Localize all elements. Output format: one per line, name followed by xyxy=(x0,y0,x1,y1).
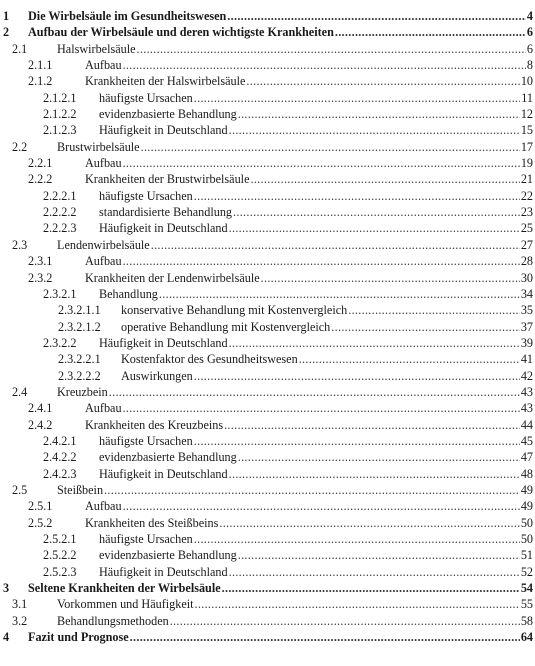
dot-leader xyxy=(261,270,520,286)
dot-leader xyxy=(104,482,520,498)
toc-entry-number: 2.2.2 xyxy=(28,172,53,187)
dot-leader xyxy=(224,417,520,433)
toc-entry-title: Steißbein xyxy=(57,482,104,497)
toc-entry xyxy=(0,139,535,155)
toc-entry xyxy=(0,384,535,400)
dot-leader xyxy=(194,531,520,547)
toc-entry-title: standardisierte Behandlung xyxy=(99,205,233,220)
dot-leader xyxy=(151,237,520,253)
toc-entry xyxy=(0,466,535,482)
dot-leader xyxy=(238,106,520,122)
toc-entry-title: Häufigkeit in Deutschland xyxy=(99,221,228,236)
dot-leader xyxy=(194,90,521,106)
toc-entry xyxy=(0,73,535,89)
toc-entry-title: Krankheiten der Halswirbelsäule xyxy=(85,74,246,89)
toc-entry-page-number: 49 xyxy=(520,499,533,514)
toc-entry-number: 2.4.1 xyxy=(28,401,53,416)
toc-entry-title: Aufbau xyxy=(85,156,122,171)
toc-entry-number: 2.5.2.3 xyxy=(43,564,77,579)
toc-entry-title: Häufigkeit in Deutschland xyxy=(99,123,228,138)
toc-entry-title: Aufbau xyxy=(85,254,122,269)
toc-entry-page-number: 10 xyxy=(520,74,533,89)
dot-leader xyxy=(250,171,519,187)
toc-entry-number: 2.2.2.1 xyxy=(43,188,77,203)
toc-entry-number: 2 xyxy=(3,25,10,40)
toc-entry-number: 2.5.2 xyxy=(28,515,53,530)
toc-entry-page-number: 27 xyxy=(520,237,533,252)
toc-entry-page-number: 25 xyxy=(520,221,533,236)
toc-entry-number: 2.5.2.1 xyxy=(43,532,77,546)
toc-entry-number: 2.3.2.2 xyxy=(43,335,77,350)
toc-entry xyxy=(0,417,535,433)
toc-entry xyxy=(0,155,535,171)
toc-entry xyxy=(0,41,535,57)
toc-entry-number: 2.3.2.1 xyxy=(43,286,77,301)
toc-entry xyxy=(0,351,535,367)
toc-entry xyxy=(0,335,535,351)
toc-entry-page-number: 43 xyxy=(520,384,533,399)
toc-entry-page-number: 34 xyxy=(520,286,533,301)
toc-entry-number: 2.1.1 xyxy=(28,58,53,73)
toc-entry-page-number: 19 xyxy=(520,156,533,171)
dot-leader xyxy=(222,580,520,596)
dot-leader xyxy=(246,73,519,89)
toc-entry xyxy=(0,8,535,24)
toc-entry xyxy=(0,57,535,73)
toc-entry xyxy=(0,319,535,335)
toc-entry-page-number: 64 xyxy=(520,630,533,645)
toc-entry-title: operative Behandlung mit Kostenvergleich xyxy=(121,319,331,334)
dot-leader xyxy=(229,335,520,351)
toc-entry-page-number: 52 xyxy=(520,564,533,579)
toc-entry-number: 3.2 xyxy=(12,613,28,628)
toc-entry xyxy=(0,580,535,596)
toc-entry xyxy=(0,253,535,269)
toc-entry-number: 2.3.2.2.2 xyxy=(58,368,101,383)
dot-leader xyxy=(299,351,520,367)
toc-entry xyxy=(0,204,535,220)
toc-entry xyxy=(0,122,535,138)
toc-entry xyxy=(0,237,535,253)
toc-entry-title: Krankheiten der Brustwirbelsäule xyxy=(85,172,250,187)
dot-leader xyxy=(123,498,520,514)
toc-entry-title: häufigste Ursachen xyxy=(99,90,193,105)
toc-entry xyxy=(0,482,535,498)
toc-entry-number: 4 xyxy=(3,630,10,645)
toc-entry-page-number: 45 xyxy=(520,433,533,448)
toc-entry xyxy=(0,629,535,645)
toc-entry-page-number: 28 xyxy=(520,254,533,269)
dot-leader xyxy=(194,433,520,449)
dot-leader xyxy=(335,24,526,40)
toc-entry-page-number: 15 xyxy=(520,123,533,138)
toc-entry-page-number: 39 xyxy=(520,335,533,350)
toc-entry xyxy=(0,286,535,302)
toc-entry-number: 2.4.2.2 xyxy=(43,450,77,465)
dot-leader xyxy=(141,139,520,155)
toc-entry-title: Die Wirbelsäule im Gesundheitswesen xyxy=(28,9,227,23)
toc-entry-page-number: 4 xyxy=(526,9,533,23)
toc-entry-number: 2.4.2.3 xyxy=(43,466,77,481)
toc-entry xyxy=(0,531,535,547)
toc-entry-title: Aufbau der Wirbelsäule und deren wichtigste Krankheiten xyxy=(28,25,334,40)
dot-leader xyxy=(123,253,520,269)
toc-entry-page-number: 17 xyxy=(520,139,533,154)
toc-entry-number: 3.1 xyxy=(12,597,28,612)
toc-entry-title: Behandlungsmethoden xyxy=(57,613,169,628)
toc-entry-page-number: 21 xyxy=(520,172,533,187)
dot-leader xyxy=(229,466,520,482)
toc-entry-page-number: 49 xyxy=(520,482,533,497)
toc-entry-number: 2.2.2.2 xyxy=(43,205,77,220)
toc-entry-number: 2.1.2.2 xyxy=(43,107,77,122)
dot-leader xyxy=(238,547,520,563)
dot-leader xyxy=(219,515,519,531)
toc-entry-page-number: 55 xyxy=(520,597,533,612)
toc-entry-page-number: 23 xyxy=(520,205,533,220)
dot-leader xyxy=(229,564,520,580)
toc-entry-page-number: 50 xyxy=(520,515,533,530)
toc-entry-title: Aufbau xyxy=(85,58,122,73)
toc-entry-title: Vorkommen und Häufigkeit xyxy=(57,597,194,612)
toc-entry-number: 2.5.2.2 xyxy=(43,548,77,563)
toc-entry xyxy=(0,106,535,122)
table-of-contents xyxy=(0,8,535,645)
toc-entry-title: konservative Behandlung mit Kostenvergleich xyxy=(121,303,348,318)
dot-leader xyxy=(348,302,520,318)
toc-entry-number: 2.1.2.3 xyxy=(43,123,77,138)
toc-entry-page-number: 12 xyxy=(520,107,533,122)
toc-entry-page-number: 35 xyxy=(520,303,533,318)
toc-entry-title: Behandlung xyxy=(99,286,158,301)
toc-entry-title: häufigste Ursachen xyxy=(99,433,193,448)
toc-entry-page-number: 11 xyxy=(521,90,533,105)
toc-entry xyxy=(0,613,535,629)
toc-entry xyxy=(0,24,535,40)
toc-entry-title: Krankheiten des Steißbeins xyxy=(85,515,219,530)
dot-leader xyxy=(130,629,520,645)
dot-leader xyxy=(170,613,520,629)
toc-entry xyxy=(0,547,535,563)
toc-entry-title: Krankheiten des Kreuzbeins xyxy=(85,417,224,432)
toc-entry-number: 2.4.2.1 xyxy=(43,433,77,448)
dot-leader xyxy=(109,384,520,400)
dot-leader xyxy=(123,155,520,171)
toc-entry-page-number: 47 xyxy=(520,450,533,465)
toc-entry-page-number: 8 xyxy=(526,58,533,73)
toc-entry-number: 2.2 xyxy=(12,139,28,154)
toc-entry-title: Lendenwirbelsäule xyxy=(57,237,150,252)
toc-entry xyxy=(0,220,535,236)
toc-entry xyxy=(0,368,535,384)
toc-entry xyxy=(0,171,535,187)
dot-leader xyxy=(233,204,520,220)
toc-entry-number: 2.1.2 xyxy=(28,74,53,89)
toc-entry xyxy=(0,302,535,318)
toc-entry xyxy=(0,449,535,465)
toc-entry-title: evidenzbasierte Behandlung xyxy=(99,548,237,563)
dot-leader xyxy=(195,596,520,612)
toc-entry-title: evidenzbasierte Behandlung xyxy=(99,450,237,465)
toc-entry-number: 1 xyxy=(3,9,10,23)
dot-leader xyxy=(331,319,520,335)
toc-entry-title: Häufigkeit in Deutschland xyxy=(99,564,228,579)
toc-entry xyxy=(0,90,535,106)
toc-entry-number: 2.2.2.3 xyxy=(43,221,77,236)
toc-entry-title: Auswirkungen xyxy=(121,368,193,383)
toc-entry xyxy=(0,515,535,531)
toc-entry xyxy=(0,596,535,612)
toc-entry-number: 2.3.1 xyxy=(28,254,53,269)
toc-entry-number: 2.3.2.2.1 xyxy=(58,352,101,367)
toc-entry-page-number: 43 xyxy=(520,401,533,416)
toc-entry-page-number: 58 xyxy=(520,613,533,628)
toc-entry xyxy=(0,433,535,449)
dot-leader xyxy=(159,286,520,302)
dot-leader xyxy=(137,41,526,57)
toc-entry-title: Seltene Krankheiten der Wirbelsäule xyxy=(28,581,221,596)
dot-leader xyxy=(123,57,526,73)
toc-entry-title: Krankheiten der Lendenwirbelsäule xyxy=(85,270,260,285)
toc-entry-page-number: 54 xyxy=(520,581,533,596)
toc-entry xyxy=(0,400,535,416)
dot-leader xyxy=(123,400,520,416)
toc-entry-number: 2.3.2 xyxy=(28,270,53,285)
toc-entry-number: 2.5.1 xyxy=(28,499,53,514)
dot-leader xyxy=(238,449,520,465)
toc-entry-page-number: 37 xyxy=(520,319,533,334)
dot-leader xyxy=(229,122,520,138)
toc-entry xyxy=(0,270,535,286)
toc-entry-number: 2.4 xyxy=(12,384,28,399)
toc-entry-page-number: 51 xyxy=(520,548,533,563)
toc-entry-title: Brustwirbelsäule xyxy=(57,139,140,154)
dot-leader xyxy=(194,188,520,204)
toc-entry-page-number: 41 xyxy=(520,352,533,367)
toc-entry-number: 2.4.2 xyxy=(28,417,53,432)
toc-entry-title: häufigste Ursachen xyxy=(99,188,193,203)
toc-entry-number: 2.5 xyxy=(12,482,28,497)
toc-entry-number: 2.1 xyxy=(12,41,28,56)
dot-leader xyxy=(194,368,520,384)
toc-entry-page-number: 42 xyxy=(520,368,533,383)
toc-entry xyxy=(0,498,535,514)
dot-leader xyxy=(229,220,520,236)
toc-entry-page-number: 6 xyxy=(526,41,533,56)
toc-entry-number: 2.2.1 xyxy=(28,156,53,171)
toc-entry-page-number: 6 xyxy=(526,25,533,40)
toc-entry-page-number: 48 xyxy=(520,466,533,481)
toc-entry-title: Kreuzbein xyxy=(57,384,108,399)
toc-entry-title: Halswirbelsäule xyxy=(57,41,136,56)
toc-entry-title: Kostenfaktor des Gesundheitswesen xyxy=(121,352,298,367)
toc-entry-page-number: 44 xyxy=(520,417,533,432)
toc-entry xyxy=(0,188,535,204)
toc-entry-number: 3 xyxy=(3,581,10,596)
toc-entry-page-number: 50 xyxy=(520,532,533,546)
toc-entry-title: häufigste Ursachen xyxy=(99,532,193,546)
toc-entry xyxy=(0,564,535,580)
toc-entry-page-number: 30 xyxy=(520,270,533,285)
toc-entry-page-number: 22 xyxy=(520,188,533,203)
dot-leader xyxy=(227,8,526,24)
toc-entry-title: Fazit und Prognose xyxy=(28,630,129,645)
toc-entry-title: evidenzbasierte Behandlung xyxy=(99,107,237,122)
toc-entry-number: 2.1.2.1 xyxy=(43,90,77,105)
toc-entry-number: 2.3.2.1.1 xyxy=(58,303,101,318)
toc-entry-title: Aufbau xyxy=(85,499,122,514)
toc-entry-number: 2.3.2.1.2 xyxy=(58,319,101,334)
toc-entry-title: Aufbau xyxy=(85,401,122,416)
toc-entry-title: Häufigkeit in Deutschland xyxy=(99,466,228,481)
toc-entry-title: Häufigkeit in Deutschland xyxy=(99,335,228,350)
toc-entry-number: 2.3 xyxy=(12,237,28,252)
